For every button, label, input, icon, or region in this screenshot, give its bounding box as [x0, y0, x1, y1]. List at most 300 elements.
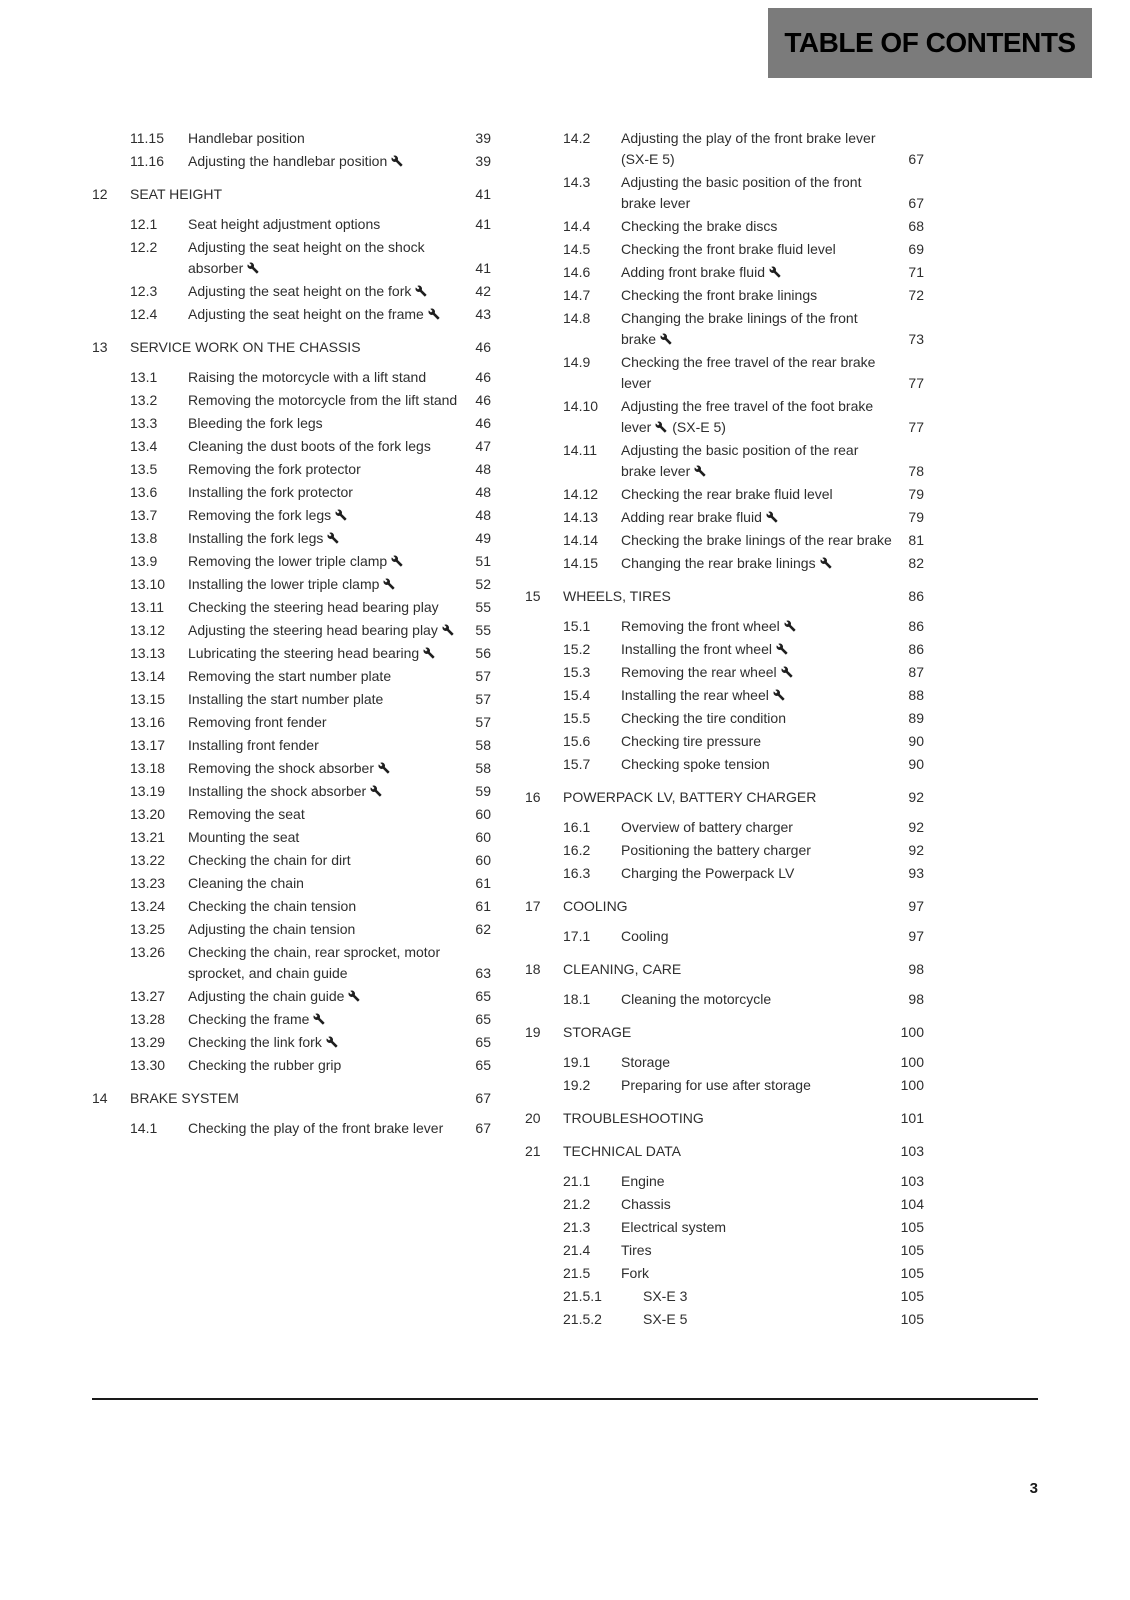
toc-entry-text: [188, 620, 460, 641]
toc-entry-title: Adjusting the basic position of the rear brake lever: [621, 442, 859, 479]
toc-entry-title: Electrical system: [621, 1219, 727, 1235]
toc-entry-title: Adding front brake fluid: [621, 264, 765, 280]
toc-entry-text: [563, 787, 893, 808]
toc-entry-title: Changing the rear brake linings: [621, 555, 816, 571]
toc-entry: [525, 754, 924, 775]
wrench-icon: [374, 760, 391, 776]
toc-entry-page: 41: [475, 260, 491, 276]
toc-entry-text: [188, 574, 460, 595]
toc-entry-title: Checking the brake discs: [621, 218, 778, 234]
toc-entry-title: Checking the rear brake fluid level: [621, 486, 833, 502]
toc-entry-text: [188, 281, 460, 302]
toc-entry-title: Chassis: [621, 1196, 671, 1212]
toc-entry-title: Tires: [621, 1242, 652, 1258]
toc-entry-text: [621, 754, 893, 775]
toc-entry: [92, 597, 491, 618]
toc-entry: [525, 1141, 924, 1162]
toc-entry-title: Adjusting the seat height on the shock absorber: [188, 239, 425, 276]
toc-entry-title: Checking the rubber grip: [188, 1057, 342, 1073]
wrench-icon: [387, 553, 404, 569]
toc-entry-text: [188, 781, 460, 802]
toc-entry-title: Checking the chain tension: [188, 898, 357, 914]
toc-entry-title: Removing the shock absorber: [188, 760, 374, 776]
toc-entry-page: 51: [475, 553, 491, 569]
toc-entry-text: [563, 586, 893, 607]
toc-entry-number: 14.2: [563, 130, 591, 146]
toc-entry-number: 21: [525, 1143, 541, 1159]
toc-entry-title: Checking the brake linings of the rear brake: [621, 532, 892, 548]
toc-entry: [92, 528, 491, 549]
toc-entry-text: [188, 237, 460, 279]
toc-entry-text: [563, 1141, 893, 1162]
toc-entry-title: Changing the brake linings of the front brake: [621, 310, 858, 347]
toc-entry: [92, 942, 491, 984]
toc-entry: [92, 873, 491, 894]
toc-entry-title: Raising the motorcycle with a lift stand: [188, 369, 427, 385]
toc-entry-number: 13.14: [130, 668, 166, 684]
toc-entry: [525, 262, 924, 283]
wrench-icon: [762, 509, 779, 525]
toc-entry-title: Installing the front wheel: [621, 641, 772, 657]
toc-entry-page: 90: [908, 733, 924, 749]
toc-entry-title: Checking the front brake linings: [621, 287, 818, 303]
wrench-icon: [411, 283, 428, 299]
toc-entry: [92, 367, 491, 388]
toc-entry-number: 14.13: [563, 509, 599, 525]
toc-entry-number: 16.2: [563, 842, 591, 858]
toc-entry: [525, 172, 924, 214]
toc-entry: [525, 1108, 924, 1129]
toc-entry-number: 15.1: [563, 618, 591, 634]
toc-entry-number: 21.1: [563, 1173, 591, 1189]
toc-entry-page: 65: [475, 988, 491, 1004]
toc-entry-title: Checking the front brake fluid level: [621, 241, 836, 257]
toc-entry-number: 16.3: [563, 865, 591, 881]
toc-entry-page: 89: [908, 710, 924, 726]
toc-entry-number: 14.15: [563, 555, 599, 571]
toc-entry-title: Checking the chain for dirt: [188, 852, 351, 868]
toc-entry-number: 13.3: [130, 415, 158, 431]
toc-entry-title: Adjusting the basic position of the front brake lever: [621, 174, 862, 211]
toc-entry: [92, 214, 491, 235]
toc-entry-number: 13.8: [130, 530, 158, 546]
toc-entry-text: [188, 712, 460, 733]
toc-entry-title: Lubricating the steering head bearing: [188, 645, 420, 661]
toc-entry: [525, 308, 924, 350]
toc-entry-page: 47: [475, 438, 491, 454]
toc-entry-number: 14.6: [563, 264, 591, 280]
toc-entry: [525, 926, 924, 947]
toc-entry-text: [621, 128, 893, 170]
toc-entry-text: [188, 1118, 460, 1139]
toc-entry-page: 86: [908, 618, 924, 634]
toc-entry-page: 87: [908, 664, 924, 680]
toc-entry-page: 41: [475, 216, 491, 232]
toc-entry-title: Removing the motorcycle from the lift stand: [188, 392, 458, 408]
toc-entry-title: Adjusting the chain tension: [188, 921, 356, 937]
toc-entry: [525, 1052, 924, 1073]
toc-entry: [525, 239, 924, 260]
toc-entry-title: Installing the fork protector: [188, 484, 353, 500]
toc-entry: [92, 666, 491, 687]
toc-entry-number: 21.5.1: [563, 1288, 602, 1304]
toc-entry-text: [621, 352, 893, 394]
toc-entry-title: Adding rear brake fluid: [621, 509, 762, 525]
toc-entry: [525, 662, 924, 683]
toc-entry-number: 13.13: [130, 645, 166, 661]
toc-entry-text: [621, 1171, 893, 1192]
toc-entry-number: 13.16: [130, 714, 166, 730]
toc-entry-page: 46: [475, 339, 491, 355]
toc-entry-text: [188, 505, 460, 526]
toc-entry-number: 13.20: [130, 806, 166, 822]
toc-entry-page: 92: [908, 842, 924, 858]
toc-entry-title: Handlebar position: [188, 130, 305, 146]
footer-rule: [92, 1398, 1038, 1400]
toc-columns: [92, 128, 924, 1332]
toc-entry-title: SX-E 5: [643, 1311, 688, 1327]
toc-entry-text: [563, 959, 893, 980]
toc-entry-number: 14.1: [130, 1120, 158, 1136]
wrench-icon: [690, 463, 707, 479]
toc-entry-text: [621, 262, 893, 283]
toc-entry-text: [188, 942, 460, 984]
toc-entry-page: 105: [900, 1265, 924, 1281]
toc-entry: [525, 685, 924, 706]
toc-entry-text: [621, 308, 893, 350]
toc-entry-page: 100: [900, 1054, 924, 1070]
toc-entry: [525, 440, 924, 482]
toc-entry-page: 48: [475, 461, 491, 477]
toc-entry-title: Fork: [621, 1265, 649, 1281]
toc-entry-title: Checking the free travel of the rear brake lever: [621, 354, 876, 391]
toc-column-right: [525, 128, 924, 1332]
toc-entry-text: [188, 390, 460, 411]
toc-entry: [525, 1194, 924, 1215]
toc-entry-text: [188, 367, 460, 388]
toc-entry-page: 90: [908, 756, 924, 772]
toc-entry-text: [563, 1108, 893, 1129]
toc-entry-title: Removing the rear wheel: [621, 664, 777, 680]
toc-entry-text: [621, 1240, 893, 1261]
toc-entry: [92, 459, 491, 480]
toc-entry-title: Removing the fork legs: [188, 507, 332, 523]
toc-entry-page: 78: [908, 463, 924, 479]
toc-entry-number: 12: [92, 186, 108, 202]
wrench-icon: [323, 530, 340, 546]
toc-entry-title: Checking the chain, rear sprocket, motor sprocket, and chain guide: [188, 944, 441, 981]
toc-entry-text: [188, 413, 460, 434]
toc-entry-title: Overview of battery charger: [621, 819, 793, 835]
toc-entry: [92, 505, 491, 526]
toc-entry-title: Checking the link fork: [188, 1034, 322, 1050]
toc-entry-page: 72: [908, 287, 924, 303]
toc-entry: [92, 758, 491, 779]
toc-entry: [525, 896, 924, 917]
toc-entry-page: 57: [475, 691, 491, 707]
toc-entry-text: [621, 1052, 893, 1073]
toc-entry-text: [188, 151, 460, 172]
toc-entry: [525, 1240, 924, 1261]
toc-entry-number: 12.3: [130, 283, 158, 299]
toc-entry-text: [643, 1286, 893, 1307]
toc-entry-text: [621, 926, 893, 947]
toc-entry-text: [188, 896, 460, 917]
toc-entry-page: 67: [908, 195, 924, 211]
toc-entry: [92, 804, 491, 825]
toc-entry: [92, 620, 491, 641]
toc-entry-page: 41: [475, 186, 491, 202]
toc-entry: [525, 1286, 924, 1307]
toc-entry: [92, 735, 491, 756]
toc-entry-number: 19.1: [563, 1054, 591, 1070]
toc-entry-title: STORAGE: [563, 1024, 632, 1040]
toc-entry-number: 16: [525, 789, 541, 805]
toc-entry-title: Charging the Powerpack LV: [621, 865, 795, 881]
toc-entry-number: 13.4: [130, 438, 158, 454]
toc-entry-title: BRAKE SYSTEM: [130, 1090, 239, 1106]
toc-entry-title: Installing the fork legs: [188, 530, 324, 546]
toc-entry-text: [188, 459, 460, 480]
toc-entry-number: 13.6: [130, 484, 158, 500]
toc-entry-page: 67: [475, 1120, 491, 1136]
toc-entry-text: [621, 863, 893, 884]
toc-entry-text: [130, 1088, 460, 1109]
wrench-icon: [772, 641, 789, 657]
toc-entry-title: Removing the start number plate: [188, 668, 392, 684]
toc-entry: [525, 1171, 924, 1192]
toc-entry: [92, 304, 491, 325]
toc-entry: [92, 184, 491, 205]
toc-entry-title: Installing the start number plate: [188, 691, 384, 707]
toc-entry-text: [130, 337, 460, 358]
toc-entry: [525, 216, 924, 237]
toc-entry-title: WHEELS, TIRES: [563, 588, 671, 604]
toc-entry-title: Removing the lower triple clamp: [188, 553, 388, 569]
toc-entry-title: Checking the steering head bearing play: [188, 599, 439, 615]
toc-entry-page: 60: [475, 829, 491, 845]
toc-entry-number: 15: [525, 588, 541, 604]
toc-entry-page: 79: [908, 509, 924, 525]
toc-entry-page: 100: [900, 1077, 924, 1093]
wrench-icon: [366, 783, 383, 799]
toc-entry: [92, 1055, 491, 1076]
toc-entry-text: [188, 758, 460, 779]
toc-entry-page: 77: [908, 375, 924, 391]
toc-entry-title: SERVICE WORK ON THE CHASSIS: [130, 339, 361, 355]
toc-entry: [525, 1309, 924, 1330]
toc-entry: [525, 817, 924, 838]
toc-entry-page: 103: [900, 1173, 924, 1189]
toc-entry-page: 60: [475, 806, 491, 822]
toc-entry-text: [621, 530, 893, 551]
toc-entry-title: Checking the tire condition: [621, 710, 786, 726]
toc-entry: [525, 959, 924, 980]
toc-entry-page: 55: [475, 599, 491, 615]
toc-entry-page: 92: [908, 789, 924, 805]
toc-entry-text: [188, 827, 460, 848]
toc-entry-text: [188, 551, 460, 572]
toc-entry-page: 62: [475, 921, 491, 937]
toc-entry-page: 63: [475, 965, 491, 981]
toc-entry: [525, 507, 924, 528]
toc-entry-page: 81: [908, 532, 924, 548]
toc-entry: [92, 827, 491, 848]
toc-entry-number: 14.11: [563, 442, 597, 458]
toc-entry-title: Storage: [621, 1054, 671, 1070]
toc-entry-text: [188, 1055, 460, 1076]
toc-entry-text: [563, 1022, 893, 1043]
toc-entry-number: 17: [525, 898, 541, 914]
toc-entry-page: 39: [475, 130, 491, 146]
toc-entry-title: Removing the front wheel: [621, 618, 780, 634]
toc-entry-number: 13.30: [130, 1057, 166, 1073]
toc-entry-text: [621, 685, 893, 706]
toc-entry: [92, 436, 491, 457]
toc-entry-number: 13.23: [130, 875, 166, 891]
toc-entry-number: 13: [92, 339, 108, 355]
toc-entry-title: POWERPACK LV, BATTERY CHARGER: [563, 789, 817, 805]
toc-entry-title: SEAT HEIGHT: [130, 186, 223, 202]
toc-entry-text: [188, 1009, 460, 1030]
wrench-icon: [780, 618, 797, 634]
toc-entry-text: [188, 873, 460, 894]
toc-entry-text: [188, 735, 460, 756]
toc-entry: [92, 574, 491, 595]
toc-entry-text: [621, 1217, 893, 1238]
toc-entry-page: 39: [475, 153, 491, 169]
toc-entry: [92, 281, 491, 302]
toc-entry-page: 49: [475, 530, 491, 546]
toc-entry-text: [621, 239, 893, 260]
toc-entry-number: 18: [525, 961, 541, 977]
toc-entry: [525, 1217, 924, 1238]
toc-entry-number: 19.2: [563, 1077, 591, 1093]
toc-entry: [92, 643, 491, 664]
toc-entry: [525, 708, 924, 729]
toc-entry-number: 14: [92, 1090, 108, 1106]
toc-entry: [92, 896, 491, 917]
toc-entry-number: 13.19: [130, 783, 166, 799]
toc-entry-number: 13.11: [130, 599, 164, 615]
toc-entry-title: Adjusting the free travel of the foot brake lever: [621, 398, 874, 435]
toc-entry-text: [188, 214, 460, 235]
toc-entry-page: 67: [475, 1090, 491, 1106]
toc-entry-text: [130, 184, 460, 205]
toc-entry-text: [621, 662, 893, 683]
toc-entry-page: 88: [908, 687, 924, 703]
toc-entry-title: Cleaning the chain: [188, 875, 304, 891]
toc-entry-page: 65: [475, 1034, 491, 1050]
toc-entry-text: [621, 1263, 893, 1284]
wrench-icon: [438, 622, 455, 638]
toc-entry-text: [188, 919, 460, 940]
toc-entry-title: Seat height adjustment options: [188, 216, 381, 232]
toc-entry: [525, 128, 924, 170]
toc-entry-text: [188, 597, 460, 618]
toc-entry-title: Positioning the battery charger: [621, 842, 811, 858]
toc-entry-page: 71: [908, 264, 924, 280]
toc-entry-number: 13.12: [130, 622, 166, 638]
toc-entry: [92, 390, 491, 411]
toc-entry-number: 13.5: [130, 461, 158, 477]
toc-entry-title: Adjusting the play of the front brake lever (SX-E 5): [621, 130, 876, 167]
toc-entry-page: 105: [900, 1311, 924, 1327]
toc-entry: [525, 1022, 924, 1043]
toc-entry-title: Removing the fork protector: [188, 461, 361, 477]
wrench-icon: [424, 306, 441, 322]
toc-entry-page: 82: [908, 555, 924, 571]
toc-entry-page: 57: [475, 668, 491, 684]
toc-entry: [525, 787, 924, 808]
toc-entry-page: 67: [908, 151, 924, 167]
toc-entry-number: 14.8: [563, 310, 591, 326]
toc-entry-title: Removing front fender: [188, 714, 327, 730]
toc-entry: [525, 1075, 924, 1096]
toc-entry-page: 105: [900, 1288, 924, 1304]
toc-entry-number: 13.18: [130, 760, 166, 776]
toc-entry-title: Removing the seat: [188, 806, 305, 822]
toc-entry-title: Mounting the seat: [188, 829, 300, 845]
toc-entry-number: 12.2: [130, 239, 158, 255]
wrench-icon: [387, 153, 404, 169]
toc-entry-number: 13.15: [130, 691, 166, 707]
toc-entry-text: [621, 553, 893, 574]
toc-entry-text: [188, 436, 460, 457]
toc-entry: [92, 1118, 491, 1139]
toc-entry-number: 12.4: [130, 306, 158, 322]
toc-entry-text: [621, 440, 893, 482]
toc-entry-number: 11.16: [130, 153, 164, 169]
toc-entry: [525, 616, 924, 637]
toc-entry-number: 13.9: [130, 553, 158, 569]
toc-entry-title: Cooling: [621, 928, 669, 944]
toc-entry-title: Installing the shock absorber: [188, 783, 367, 799]
toc-entry-number: 13.7: [130, 507, 158, 523]
toc-entry-page: 58: [475, 760, 491, 776]
toc-entry-title: Adjusting the chain guide: [188, 988, 345, 1004]
toc-entry-number: 21.2: [563, 1196, 591, 1212]
toc-entry-page: 73: [908, 331, 924, 347]
toc-entry-title: SX-E 3: [643, 1288, 688, 1304]
toc-entry: [92, 413, 491, 434]
toc-entry-number: 13.26: [130, 944, 166, 960]
toc-entry-text: [621, 285, 893, 306]
toc-entry-number: 14.4: [563, 218, 591, 234]
toc-entry-page: 86: [908, 588, 924, 604]
toc-entry: [525, 586, 924, 607]
toc-entry-text: [621, 840, 893, 861]
toc-entry: [92, 151, 491, 172]
toc-entry-title: Cleaning the dust boots of the fork legs: [188, 438, 431, 454]
toc-entry-text: [621, 172, 893, 214]
wrench-icon: [322, 1034, 339, 1050]
toc-entry-page: 86: [908, 641, 924, 657]
toc-entry-title: Adjusting the steering head bearing play: [188, 622, 438, 638]
toc-entry-title: Adjusting the seat height on the frame: [188, 306, 424, 322]
toc-entry-number: 18.1: [563, 991, 591, 1007]
toc-entry-page: 43: [475, 306, 491, 322]
toc-entry: [92, 781, 491, 802]
toc-entry-title: Preparing for use after storage: [621, 1077, 811, 1093]
wrench-icon: [243, 260, 260, 276]
toc-entry-number: 15.7: [563, 756, 591, 772]
toc-entry-text: [188, 128, 460, 149]
toc-entry-title: Checking spoke tension: [621, 756, 770, 772]
toc-entry-title: CLEANING, CARE: [563, 961, 682, 977]
toc-entry-page: 55: [475, 622, 491, 638]
page-header-bar: [768, 8, 1092, 78]
